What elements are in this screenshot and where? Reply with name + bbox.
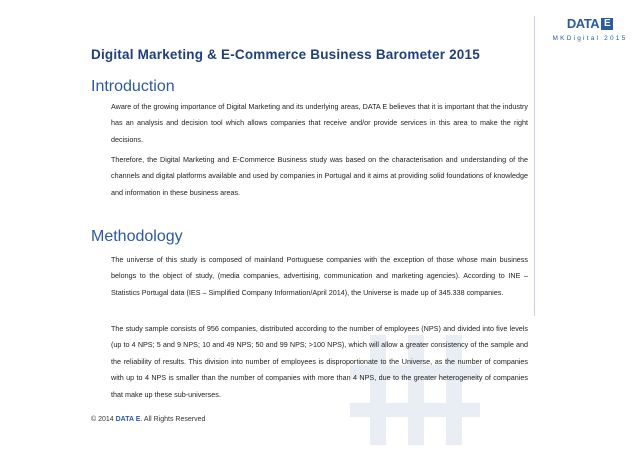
page-title: Digital Marketing & E-Commerce Business Barometer 2015 [91, 47, 480, 62]
introduction-paragraph-2: Therefore, the Digital Marketing and E-Commerce Business study was based on the characterisation and understanding of the channels and digital platforms available and used by companies in Portugal and it aims at providing solid foundations of knowledge and information in these business areas. [111, 155, 528, 197]
methodology-heading: Methodology [91, 228, 183, 245]
logo-subtitle: MKDigital 2015 [552, 35, 628, 42]
introduction-paragraph-1: Aware of the growing importance of Digital Marketing and its underlying areas, DATA E believes that it is important that the industry has an analysis and decision tool which allows companies that receive and/or provide services in this area to make the right decisions. [111, 102, 528, 144]
copyright-prefix: © 2014 [91, 416, 116, 423]
logo-wordmark [551, 16, 629, 31]
copyright-suffix: . All Rights Reserved [140, 416, 206, 423]
logo-text: DATA [566, 16, 600, 31]
introduction-heading: Introduction [91, 78, 175, 95]
methodology-paragraph-1: The universe of this study is composed of mainland Portuguese companies with the exception of those whose main business belongs to the object of study, (media companies, advertising, communication and marketing agencies). According to INE – Statistics Portugal data (IES – Simplified Company Information/April 2014), the Universe is made up of 345.338 companies. [111, 255, 528, 297]
methodology-paragraph-2: The study sample consists of 956 companies, distributed according to the number of employees (NPS) and divided into five levels (up to 4 NPS; 5 and 9 NPS; 10 and 49 NPS; 50 and 99 NPS; >100 NPS), which will allow a greater consistency of the sample and the reliability of results. This division into number of employees is disproportionate to the Universe, as the number of companies with up to 4 NPS is smaller than the number of companies with more than 4 NPS, due to the greater heterogeneity of companies that make up these sub-universes. [111, 324, 528, 399]
copyright-brand: DATA E [115, 416, 141, 423]
copyright-footer [91, 416, 205, 423]
data-e-logo [551, 16, 629, 42]
logo-letter: E [601, 18, 613, 30]
header-divider [534, 16, 535, 316]
